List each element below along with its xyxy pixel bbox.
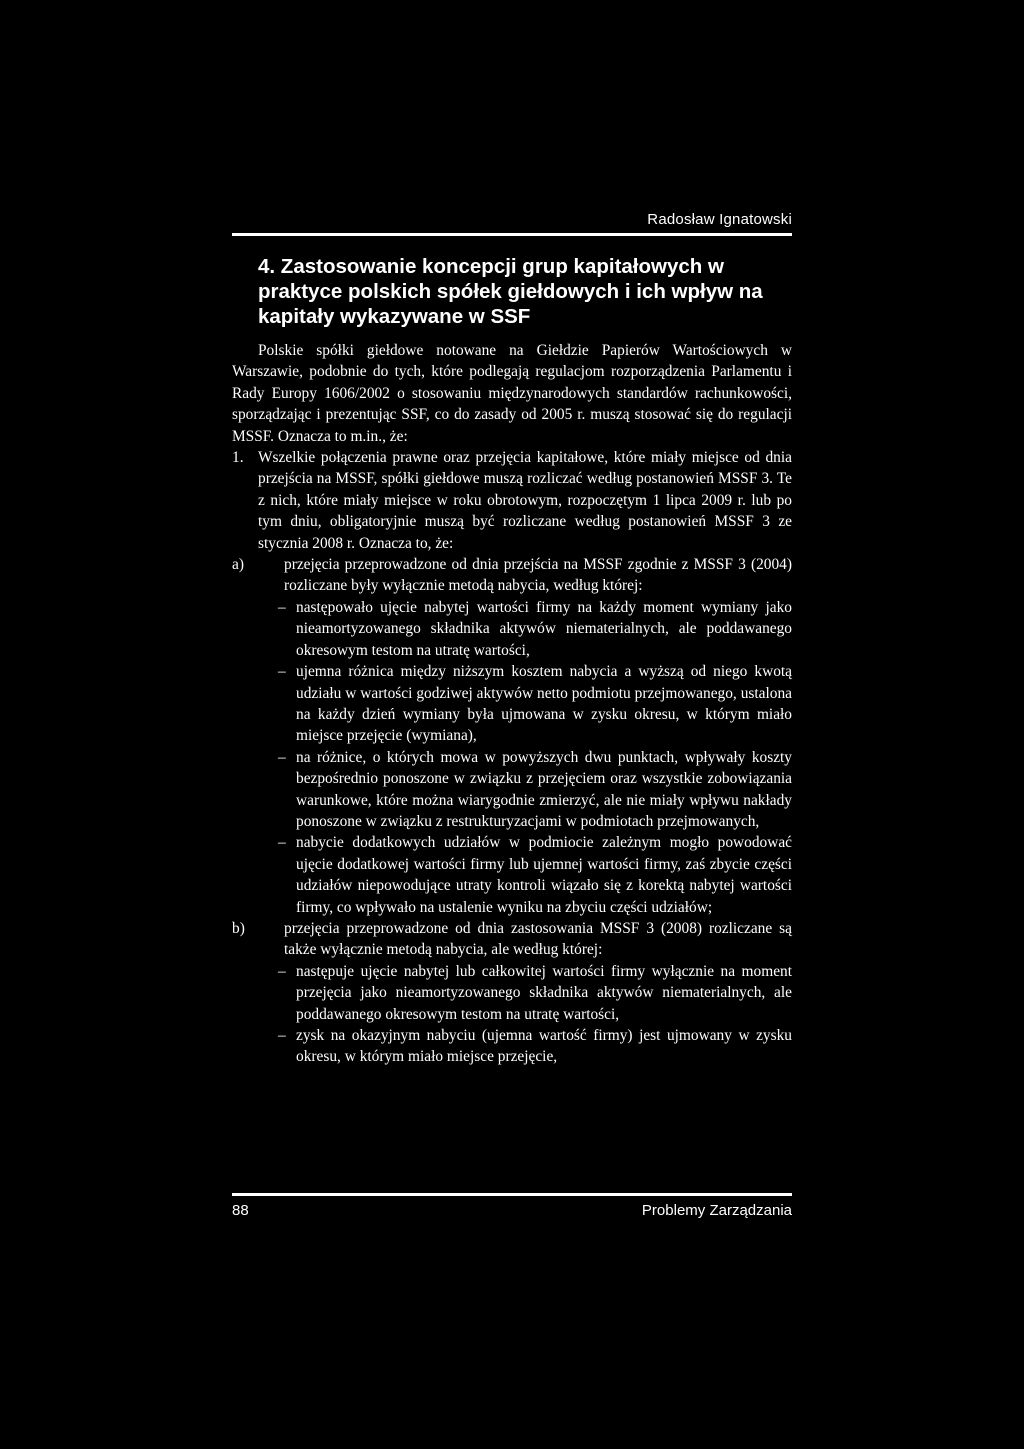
- dash-marker: –: [278, 598, 286, 616]
- item-label-b: b): [232, 919, 245, 937]
- journal-name: Problemy Zarządzania: [641, 1202, 792, 1219]
- dash-marker: –: [278, 748, 286, 766]
- dash-text: następowało ujęcie nabytej wartości firmy na każdy moment wymiany jako nieamortyzowanego składnika aktywów niematerialnych, ale poddawanego okresowym testom na utratę wartości,: [296, 598, 792, 659]
- page-number: 88: [232, 1202, 249, 1219]
- running-head-author: Radosław Ignatowski: [647, 211, 792, 228]
- dash-marker: –: [278, 1027, 286, 1044]
- dash-item: [278, 661, 792, 747]
- dash-marker: –: [278, 834, 286, 852]
- section-title: 4. Zastosowanie koncepcji grup kapitałowych w praktyce polskich spółek giełdowych i ich wpływ na kapitały wykazywane w SSF: [258, 255, 763, 328]
- dash-marker: –: [278, 962, 286, 980]
- item-content-a: [278, 554, 792, 918]
- dash-text: nabycie dodatkowych udziałów w podmiocie zależnym mogło powodować ujęcie dodatkowej wartości firmy lub ujemnej wartości firmy, zaś zbycie części udziałów niepowodujące utraty kontroli wiązało się z korektą nabytej wartości firmy, co wpływało na ustalenie wyniku na zbyciu części udziałów;: [296, 834, 792, 916]
- dash-text: ujemna różnica między niższym kosztem nabycia a wyższą od niego kwotą udziału w wartości godziwej aktywów netto podmiotu przejmowanego, ustalona na każdy dzień wymiany była ujmowana w zysku okresu, w którym miało miejsce przejęcie (wymiana),: [296, 663, 792, 745]
- footer-rule: [232, 1193, 792, 1196]
- dash-text: następuje ujęcie nabytej lub całkowitej wartości firmy wyłącznie na moment przejęcia jako nieamortyzowanego składnika aktywów niematerialnych, ale poddawanego okresowym testom na utratę wartości,: [296, 962, 792, 1023]
- body-text: [232, 340, 792, 1068]
- item-text-b: przejęcia przeprowadzone od dnia zastosowania MSSF 3 (2008) rozliczane są także wyłącznie metodą nabycia, ale według której:: [284, 919, 792, 959]
- item-text: Wszelkie połączenia prawne oraz przejęcia kapitałowe, które miały miejsce od dnia przejścia na MSSF, spółki giełdowe muszą rozliczać według postanowień MSSF 3. Te z nich, które miały miejsce w roku obrotowym, rozpoczętym 1 lipca 2009 r. lub po tym dniu, obligatoryjnie muszą być rozliczane według postanowień MSSF 3 ze stycznia 2008 r. Oznacza to, że:: [258, 449, 792, 552]
- item-text-a: przejęcia przeprowadzone od dnia przejścia na MSSF zgodnie z MSSF 3 (2004) rozliczane były wyłącznie metodą nabycia, według której:: [284, 556, 792, 595]
- item-number: 1.: [232, 449, 244, 467]
- item-content-b: [278, 918, 792, 1068]
- dash-item: [278, 747, 792, 833]
- dash-item: [278, 597, 792, 661]
- header-rule: [232, 233, 792, 236]
- dash-item: [278, 832, 792, 918]
- intro-paragraph: Polskie spółki giełdowe notowane na Giełdzie Papierów Wartościowych w Warszawie, podobnie do tych, które podlegają regulacjom rozporządzenia Parlamentu i Rady Europy 1606/2002 o stosowaniu międzynarodowych standardów rachunkowości, sporządzając i prezentując SSF, co do zasady od 2005 r. muszą stosować się do regulacji MSSF. Oznacza to m.in., że:: [232, 342, 792, 445]
- item-label-a: a): [232, 556, 244, 574]
- dash-text: zysk na okazyjnym nabyciu (ujemna wartość firmy) jest ujmowany w zysku okresu, w którym miało miejsce przejęcie,: [296, 1027, 792, 1066]
- list-item-b: [232, 918, 792, 1068]
- numbered-item-1: [232, 447, 792, 554]
- dash-marker: –: [278, 663, 286, 681]
- page: [232, 0, 792, 1449]
- dash-item: [278, 1025, 792, 1068]
- dash-item: [278, 961, 792, 1025]
- list-item-a: [232, 554, 792, 918]
- dash-text: na różnice, o których mowa w powyższych dwu punktach, wpływały koszty bezpośrednio ponoszone w związku z przejęciem oraz wszystkie zobowiązania warunkowe, które można wiarygodnie zmierzyć, ale nie miały wpływu nakłady ponoszone w związku z restrukturyzacjami w podmiotach przejmowanych,: [296, 748, 792, 830]
